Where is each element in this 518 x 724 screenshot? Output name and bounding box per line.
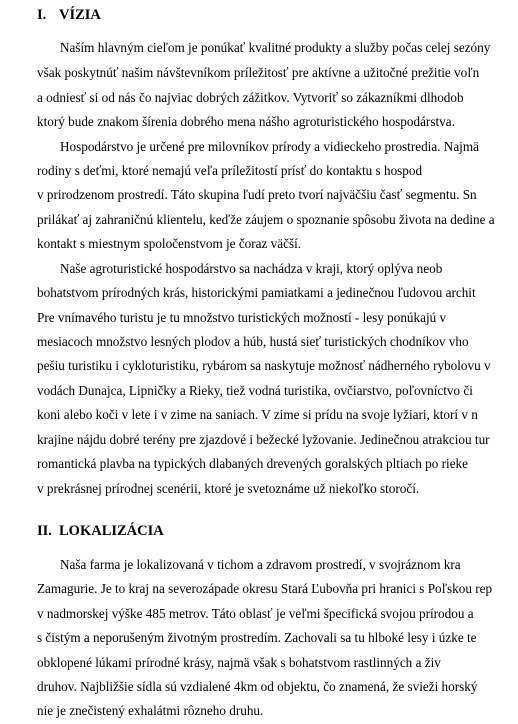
paragraph-line: obklopené lúkami prírodné krásy, najmä však s bohatstvom rastlinných a živ (37, 655, 441, 670)
paragraph-line: rodiny s deťmi, ktoré nemajú veľa príležitostí prísť do kontaktu s hospod (37, 163, 423, 178)
paragraph-line: bohatstvom prírodných krás, historickými pamiatkami a jedinečnou ľudovou archit (37, 285, 476, 300)
section-title: VÍZIA (59, 7, 101, 23)
paragraph-line: však poskytnúť našim návštevníkom príležitosť pre aktívne a užitočné prežitie voľn (37, 65, 480, 80)
paragraph-line: vodách Dunajca, Lipničky a Rieky, tiež vodná turistika, ovčiarstvo, poľovníctvo či (37, 383, 473, 398)
paragraph-line: mesiacoch množstvo lesných plodov a húb, hustá sieť turistických chodníkov vho (37, 334, 469, 349)
paragraph-line: romantická plavba na typických dlabaných drevených goralských pltiach po rieke (37, 456, 468, 471)
paragraph-line: v prirodzenom prostredí. Táto skupina ľudí preto tvorí najväčšiu časť segmentu. Sn (37, 187, 477, 202)
paragraph-line: v prekrásnej prírodnej scenérii, ktoré je svetoznáme už niekoľko storočí. (37, 481, 420, 496)
paragraph-line: pešiu turistiku i cykloturistiku, rybárom sa naskytuje možnosť nádherného rybolovu v (37, 358, 491, 373)
paragraph-line: Naším hlavným cieľom je ponúkať kvalitné produkty a služby počas celej sezóny (60, 40, 491, 55)
paragraph-line: Pre vnímavého turistu je tu množstvo turistických možností - lesy ponúkajú v (37, 310, 447, 325)
paragraph-line: s čistým a neporušeným životným prostredím. Zachovali sa tu hlboké lesy i úzke te (37, 630, 477, 645)
paragraph-line: prilákať aj zahraničnú klientelu, keďže záujem o spoznanie spôsobu života na dedine a (37, 212, 495, 227)
section-number: II. (37, 523, 52, 539)
paragraph-line: krajine nájdu dobré terény pre zjazdové i bežecké lyžovanie. Jedinečnou atrakciou tur (37, 432, 490, 447)
paragraph-line: nie je znečistený exhalátmi rôzneho druhu. (37, 703, 264, 718)
paragraph-line: kontakt s miestnym spoločenstvom je čoraz väčší. (37, 236, 302, 251)
paragraph-line: koni alebo koči v lete i v zime na saniach. V zime si prídu na svoje lyžiari, ktorí v n (37, 407, 478, 422)
section-number: I. (37, 7, 47, 23)
paragraph-line: v nadmorskej výške 485 metrov. Táto oblasť je veľmi špecifická svojou prírodou a (37, 606, 474, 621)
paragraph-line: Hospodárstvo je určené pre milovníkov prírody a vidieckeho prostredia. Najmä (60, 139, 479, 154)
paragraph-line: ktorý bude znakom šírenia dobrého mena nášho agroturistického hospodárstva. (37, 114, 455, 129)
paragraph-line: druhov. Najbližšie sídla sú vzdialené 4km od objektu, čo znamená, že svieži horský (37, 679, 478, 694)
paragraph-line: Naše agroturistické hospodárstvo sa nachádza v kraji, ktorý oplýva neob (60, 261, 443, 276)
section-heading-vizia (37, 7, 101, 24)
paragraph-line: Zamagurie. Je to kraj na severozápade okresu Stará Ľubovňa pri hranici s Poľskou rep (37, 581, 493, 596)
section-heading-lokalizacia (37, 523, 164, 540)
paragraph-line: Naša farma je lokalizovaná v tichom a zdravom prostredí, v svojráznom kra (60, 557, 461, 572)
paragraph-line: a odniesť si od nás čo najviac dobrých zážitkov. Vytvoriť so zákazníkmi dlhodob (37, 90, 464, 105)
section-title: LOKALIZÁCIA (59, 523, 164, 539)
